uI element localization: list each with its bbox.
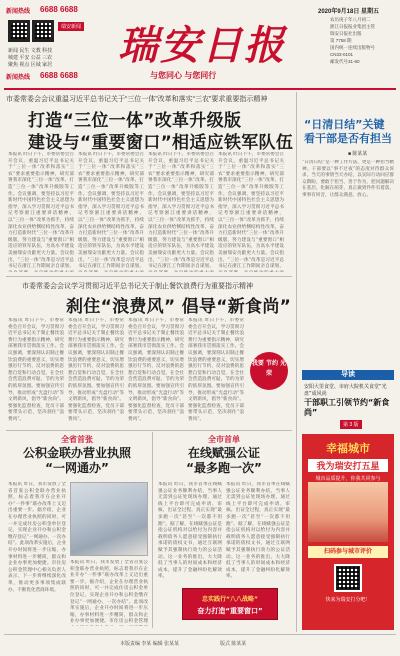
second-kicker: 市委常委会会议学习贯彻习近平总书记关于制止餐饮浪费行为重要指示精神 [22, 283, 253, 290]
footer-layout: 版式 陈某某 [220, 641, 247, 647]
lower-divider [152, 432, 153, 628]
slogan-banner [182, 588, 278, 620]
lower-right-headline-2: “最多跑一次” [186, 461, 262, 475]
commentary-headline: “日清日结”关键看干部是否有担当 [304, 118, 392, 145]
lead-body-col-3: 本报讯 昨日下午，市委常委会召开会议，重温习近平总书记关于“三位一体”改革和落实“三农”要求重要指示精神，研究部署我市深化“三位一体”改革、打造“三位一体”改革升级版等工作。会议强调，要坚持以习近平新时代中国特色社会主义思想为指导，深入学习贯彻习近平总书记考察浙江重要讲话精神，以“三位一体”改革为抓手，持续深化农业供给侧结构性改革，奋力打造新时代“三位一体”改革升级版，努力建设与“重要窗口”相适应的铁军队伍，为高水平建设美丽瑞安贡献更大力量。会议指出，“三位一体”改革是习近平总书记在浙江工作期间亲自谋划、 [148, 152, 214, 270]
qr-code-icon [32, 20, 54, 42]
second-body-col-1: 本报讯 昨日下午，市委常委会召开会议，学习贯彻习近平总书记关于制止餐饮浪费行为重要指示精神，研究部署我市贯彻落实工作。会议强调，要深刻认识制止餐饮浪费的重要意义，切实增强厉行节约、反对浪费的思想自觉和行动自觉，在全社会营造浪费可耻、节约为荣的浓厚氛围。要加强宣传引导，推动形成“光盘行动”等文明新风，倡导“新食尚”。要强化监督检查，党员干部要带头示范，坚决刹住“浪费风”。 [8, 318, 64, 422]
lead-body-col-4: 本报讯 昨日下午，市委常委会召开会议，重温习近平总书记关于“三位一体”改革和落实“三农”要求重要指示精神，研究部署我市深化“三位一体”改革、打造“三位一体”改革升级版等工作。会议强调，要坚持以习近平新时代中国特色社会主义思想为指导，深入学习贯彻习近平总书记考察浙江重要讲话精神，以“三位一体”改革为抓手，持续深化农业供给侧结构性改革，奋力打造新时代“三位一体”改革升级版，努力建设与“重要窗口”相适应的铁军队伍，为高水平建设美丽瑞安贡献更大力量。会议指出，“三位一体”改革是习近平总书记在浙江工作期间亲自谋划、 [218, 152, 284, 270]
guide-page-ref: 第 3 版 [340, 420, 362, 429]
banner-line-1: 忠实践行“八八战略” [202, 596, 258, 603]
section-tags: 新闻 民生 文教 科技 城建 平安 公益 三农 聚焦 视点 区域 家居 [8, 48, 53, 68]
section-divider [6, 276, 292, 277]
ad-subtitle: 城市品质提升，你我共同参与 [315, 476, 381, 482]
lower-right-body-col-1: 本报讯 昨日，我市首单在线赋强公证业务顺利办结，当事人无需到公证处现场办理，通过线上平台即可完成申请、审核、出证全过程，真正实现“最多跑一次”甚至“一次都不用跑”。据了解，在线赋强公证是指公证机构对以给付为内容并载明债务人愿意接受强制执行承诺的债权文书，通过互联网赋予其强制执行效力的公证活动。这一业务的推出，大大降低了当事人的时间成本和经济成本，提升了金融纠纷化解效率。 [158, 482, 222, 580]
lower-right-label: 全市首单 [208, 435, 240, 444]
hotline-number-secondary: 6688 6688 [40, 71, 78, 80]
lead-kicker: 市委常委会会议重温习近平总书记关于“三位一体”改革和落实“三农”要求重要指示精神 [6, 96, 268, 103]
lower-left-headline-1: 公积金联办营业执照 [22, 446, 131, 460]
guide-bar: 导读 [302, 370, 394, 380]
footer-divider [4, 634, 396, 635]
second-headline: 刹住“浪费风” 倡导“新食尚” [66, 297, 292, 317]
hotline-label-secondary: 新闻热线 [6, 75, 31, 81]
lower-left-label: 全省首张 [61, 435, 93, 444]
issue-info: 农历庚子年八月初二 浙江日报报业集团主管 瑞安日报社出版 第 7758 期 国内统一连续出版物号 CN33-0101 邮发代号31-60 [330, 17, 375, 64]
second-body-col-2: 本报讯 昨日下午，市委常委会召开会议，学习贯彻习近平总书记关于制止餐饮浪费行为重要指示精神，研究部署我市贯彻落实工作。会议强调，要深刻认识制止餐饮浪费的重要意义，切实增强厉行节约、反对浪费的思想自觉和行动自觉，在全社会营造浪费可耻、节约为荣的浓厚氛围。要加强宣传引导，推动形成“光盘行动”等文明新风，倡导“新食尚”。要强化监督检查，党员干部要带头示范，坚决刹住“浪费风”。 [68, 318, 124, 422]
hotline-label: 新闻热线 [6, 9, 31, 15]
lead-headline-1: 打造“三位一体”改革升级版 [28, 111, 242, 131]
masthead-divider [4, 88, 396, 90]
lower-left-body-col-2: 本报讯 昨日，我市发放了全省首张公积金联办营业执照，标志着我市在企业开办“一件事”联办改革上又迈出重要一步。据介绍，企业在办理营业执照的同时，可一并完成住房公积金单位登记，实现企业开办和公积金缴存登记“一网通办、一次办结”。此项改革实施后，企业开办时间将进一步压缩，办事材料进一步精简，群众和企业办事更加便捷。市住房公积金管理 [70, 560, 148, 625]
issue-date: 2020年9月18日 星期五 [318, 9, 380, 15]
news-photo [70, 482, 148, 556]
lower-right-body-col-2: 本报讯 昨日，我市首单在线赋强公证业务顺利办结，当事人无需到公证处现场办理，通过线上平台即可完成申请、审核、出证全过程，真正实现“最多跑一次”甚至“一次都不用跑”。据了解，在线赋强公证是指公证机构对以给付为内容并载明债务人愿意接受强制执行承诺的债权文书，通过互联网赋予其强制执行效力的公证活动。这一业务的推出，大大降低了当事人的时间成本和经济成本，提升了金融纠纷化解效率。 [226, 482, 290, 580]
lower-left-body-col-1: 本报讯 昨日，我市发放了全省首张公积金联办营业执照，标志着我市在企业开办“一件事”联办改革上又迈出重要一步。据介绍，企业在办理营业执照的同时，可一并完成住房公积金单位登记，实现企业开办和公积金缴存登记“一网通办、一次办结”。此项改革实施后，企业开办时间将进一步压缩，办事材料进一步精简，群众和企业办事更加便捷。市住房公积金管理中心相关负责人表示，下一步将继续深化改革，推动更多事项集成联办，不断优化营商环境。 [8, 482, 66, 593]
hotline-number: 6688 6688 [40, 5, 78, 14]
commentary-body: “日清日结”是一种工作方法，更是一种担当精神。干部要以“事不过夜”的态度对待群众诉求，当天的事情当天办结，以实际行动回应群众期盼。要敢于担当、善于作为，把问题解决在基层、化解在萌芽，真正做到件件有着落、事事有回音，让群众满意、放心。 [302, 160, 394, 198]
lead-headline-2: 建设与“重要窗口”相适应铁军队伍 [28, 133, 294, 153]
lower-left-headline-2: “一网通办” [45, 461, 109, 475]
newspaper-logo: 瑞安日报 [118, 22, 286, 69]
column-divider [296, 92, 297, 632]
masthead [0, 0, 400, 88]
footer-editor: 本版责编 李某 编辑 张某某 [120, 641, 180, 647]
slogan: 与您同心 与您同行 [150, 71, 217, 80]
lead-body-col-2: 本报讯 昨日下午，市委常委会召开会议，重温习近平总书记关于“三位一体”改革和落实“三农”要求重要指示精神，研究部署我市深化“三位一体”改革、打造“三位一体”改革升级版等工作。会议强调，要坚持以习近平新时代中国特色社会主义思想为指导，深入学习贯彻习近平总书记考察浙江重要讲话精神，以“三位一体”改革为抓手，持续深化农业供给侧结构性改革，奋力打造新时代“三位一体”改革升级版，努力建设与“重要窗口”相适应的铁军队伍，为高水平建设美丽瑞安贡献更大力量。会议指出，“三位一体”改革是习近平总书记在浙江工作期间亲自谋划、 [78, 152, 144, 270]
commentary-byline: ■ 陈某某 [348, 151, 368, 157]
lead-body-col-1: 本报讯 昨日下午，市委常委会召开会议，重温习近平总书记关于“三位一体”改革和落实“三农”要求重要指示精神，研究部署我市深化“三位一体”改革、打造“三位一体”改革升级版等工作。会议强调，要坚持以习近平新时代中国特色社会主义思想为指导，深入学习贯彻习近平总书记考察浙江重要讲话精神，以“三位一体”改革为抓手，持续深化农业供给侧结构性改革，奋力打造新时代“三位一体”改革升级版，努力建设与“重要窗口”相适应的铁军队伍，为高水平建设美丽瑞安贡献更大力量。会议指出，“三位一体”改革是习近平总书记在浙江工作期间亲自谋划、 [8, 152, 74, 270]
ad-title-2: 我为瑞安打五星 [308, 459, 388, 472]
lower-right-headline-1: 在线赋强公证 [187, 446, 260, 460]
section-divider [6, 430, 292, 431]
ad-cta: 扫码参与城市评价 [308, 546, 388, 558]
second-body-col-3: 本报讯 昨日下午，市委常委会召开会议，学习贯彻习近平总书记关于制止餐饮浪费行为重要指示精神，研究部署我市贯彻落实工作。会议强调，要深刻认识制止餐饮浪费的重要意义，切实增强厉行节约、反对浪费的思想自觉和行动自觉，在全社会营造浪费可耻、节约为荣的浓厚氛围。要加强宣传引导，推动形成“光盘行动”等文明新风，倡导“新食尚”。要强化监督检查，党员干部要带头示范，坚决刹住“浪费风”。 [128, 318, 184, 422]
ad-title-1: 幸福城市 [326, 442, 370, 455]
city-ad[interactable] [302, 434, 394, 630]
qr-code-icon [8, 20, 30, 42]
second-body-col-4: 本报讯 昨日下午，市委常委会召开会议，学习贯彻习近平总书记关于制止餐饮浪费行为重要指示精神，研究部署我市贯彻落实工作。会议强调，要深刻认识制止餐饮浪费的重要意义，切实增强厉行节约、反对浪费的思想自觉和行动自觉，在全社会营造浪费可耻、节约为荣的浓厚氛围。要加强宣传引导，推动形成“光盘行动”等文明新风，倡导“新食尚”。要强化监督检查，党员干部要带头示范，坚决刹住“浪费风”。 [188, 318, 244, 422]
ad-hint: 快来为瑞安打分吧！ [325, 597, 371, 603]
ad-qr-code-icon[interactable] [334, 564, 362, 592]
ad-illustration [308, 482, 388, 542]
guide-item[interactable]: 安阳大里食堂、市府大院机关食堂“光盘”成风尚 干部职工引领节约“新食尚” [304, 384, 390, 417]
section-badge: 瑞安新闻 [58, 22, 84, 31]
banner-line-2: 奋力打造“重要窗口” [197, 607, 263, 615]
save-food-stamp: 我要 节约 光荣 [250, 352, 288, 390]
